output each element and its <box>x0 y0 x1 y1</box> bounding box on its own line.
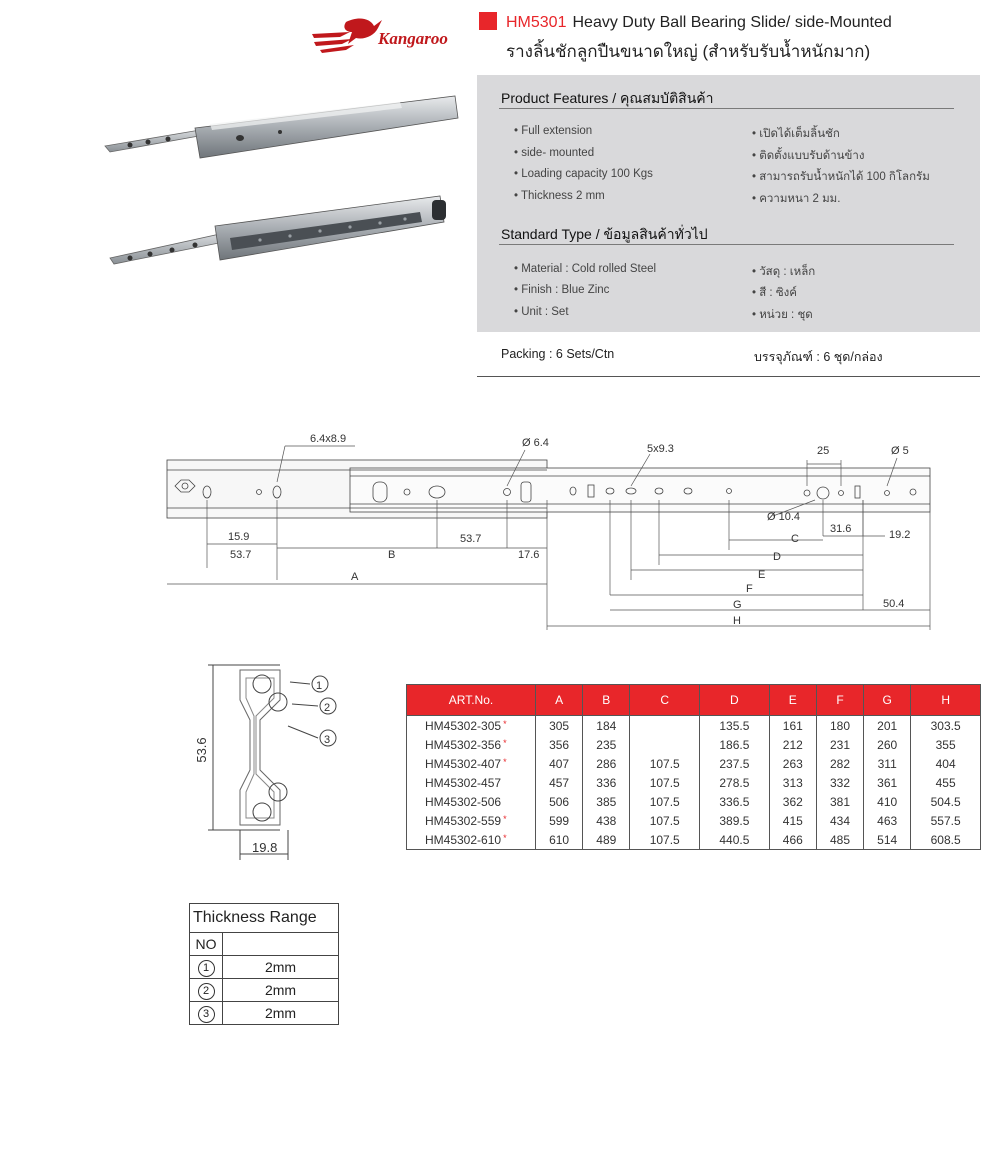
dim-label: C <box>791 533 799 545</box>
table-cell: 336.5 <box>700 792 770 811</box>
slide-profile-drawing <box>180 660 360 870</box>
table-cell: 407 <box>536 754 583 773</box>
table-cell: 305 <box>536 716 583 736</box>
title-marker <box>479 12 497 30</box>
table-cell: 186.5 <box>700 735 770 754</box>
art-no: HM45302-559 <box>425 813 502 828</box>
product-features-heading: Product Features / คุณสมบัติสินค้า <box>501 90 714 106</box>
table-cell: 278.5 <box>700 773 770 792</box>
table-cell: 201 <box>864 716 911 736</box>
table-cell: 237.5 <box>700 754 770 773</box>
divider <box>499 108 954 109</box>
dim-label: A <box>351 571 359 583</box>
thickness-value: 2mm <box>223 1002 339 1025</box>
feature-item-thai: • สามารถรับน้ำหนักได้ 100 กิโลกรัม <box>752 171 930 183</box>
column-header: E <box>769 685 816 716</box>
art-no-cell <box>407 735 536 754</box>
table-cell: 489 <box>583 830 630 850</box>
column-header: C <box>630 685 700 716</box>
column-header: F <box>816 685 863 716</box>
table-cell: 332 <box>816 773 863 792</box>
table-row <box>407 792 981 811</box>
row-number: 3 <box>198 1006 215 1023</box>
product-title <box>506 14 892 32</box>
star-marker: * <box>503 737 507 748</box>
table-cell: 381 <box>816 792 863 811</box>
table-cell: 356 <box>536 735 583 754</box>
table-cell: 463 <box>864 811 911 830</box>
dim-label: E <box>758 569 766 581</box>
dim-label: Ø 10.4 <box>767 511 801 523</box>
standard-item-thai: • หน่วย : ชุด <box>752 309 813 321</box>
table-cell: 610 <box>536 830 583 850</box>
product-name: Heavy Duty Ball Bearing Slide/ side-Mounted <box>572 14 892 31</box>
dim-label: 53.7 <box>230 549 252 561</box>
art-no-cell <box>407 811 536 830</box>
packing-info: Packing : 6 Sets/Ctn <box>501 347 615 361</box>
table-row <box>407 716 981 736</box>
thickness-range-table <box>189 903 339 1025</box>
feature-item-thai: • ความหนา 2 มม. <box>752 193 841 205</box>
table-cell: 404 <box>911 754 981 773</box>
row-number: 1 <box>198 960 215 977</box>
table-cell: 286 <box>583 754 630 773</box>
standard-item: • Unit : Set <box>514 306 569 318</box>
table-cell <box>630 716 700 736</box>
table-cell: 410 <box>864 792 911 811</box>
profile-width-label: 19.8 <box>252 840 278 855</box>
callout-number: 1 <box>316 680 323 692</box>
slide-dimension-drawing <box>155 430 935 635</box>
table-cell: 455 <box>911 773 981 792</box>
table-row <box>407 735 981 754</box>
art-no-cell <box>407 773 536 792</box>
dim-label: 5x9.3 <box>647 443 674 455</box>
table-header-row <box>407 685 981 716</box>
column-header: G <box>864 685 911 716</box>
art-no: HM45302-610 <box>425 832 502 847</box>
feature-item-thai: • เปิดได้เต็มลิ้นชัก <box>752 128 840 140</box>
table-cell: 235 <box>583 735 630 754</box>
dim-label: Ø 6.4 <box>522 437 549 449</box>
art-no: HM45302-407 <box>425 756 502 771</box>
star-marker: * <box>503 718 507 729</box>
table-cell: 313 <box>769 773 816 792</box>
table-cell: 415 <box>769 811 816 830</box>
table-cell: 212 <box>769 735 816 754</box>
feature-item: • Thickness 2 mm <box>514 190 605 202</box>
table-cell: 135.5 <box>700 716 770 736</box>
no-header: NO <box>190 933 223 956</box>
dim-label: 17.6 <box>518 549 540 561</box>
dim-label: Ø 5 <box>891 445 909 457</box>
dim-label: 53.7 <box>460 533 482 545</box>
kangaroo-logo <box>312 14 462 56</box>
table-cell: 263 <box>769 754 816 773</box>
row-number-cell <box>190 979 223 1002</box>
star-marker: * <box>503 756 507 767</box>
table-cell: 107.5 <box>630 830 700 850</box>
table-cell: 608.5 <box>911 830 981 850</box>
table-cell: 389.5 <box>700 811 770 830</box>
dim-label: B <box>388 549 396 561</box>
packing-info-thai: บรรจุภัณฑ์ : 6 ชุด/กล่อง <box>754 350 883 364</box>
dim-label: D <box>773 551 781 563</box>
feature-item: • side- mounted <box>514 147 595 159</box>
dim-label: 19.2 <box>889 529 911 541</box>
feature-item: • Full extension <box>514 125 593 137</box>
table-row <box>190 956 339 979</box>
table-cell: 557.5 <box>911 811 981 830</box>
art-no-cell <box>407 754 536 773</box>
table-cell: 107.5 <box>630 773 700 792</box>
table-cell: 303.5 <box>911 716 981 736</box>
table-cell: 485 <box>816 830 863 850</box>
column-header: A <box>536 685 583 716</box>
row-number-cell <box>190 956 223 979</box>
table-cell: 161 <box>769 716 816 736</box>
table-cell: 506 <box>536 792 583 811</box>
table-cell: 336 <box>583 773 630 792</box>
table-row <box>407 754 981 773</box>
product-code: HM5301 <box>506 14 567 31</box>
callout-number: 2 <box>324 702 331 714</box>
art-no: HM45302-356 <box>425 737 502 752</box>
table-cell: 107.5 <box>630 754 700 773</box>
table-cell: 385 <box>583 792 630 811</box>
table-cell: 107.5 <box>630 792 700 811</box>
table-row <box>190 979 339 1002</box>
dim-label: 50.4 <box>883 598 905 610</box>
star-marker: * <box>503 832 507 843</box>
table-cell: 504.5 <box>911 792 981 811</box>
table-cell: 599 <box>536 811 583 830</box>
standard-type-heading: Standard Type / ข้อมูลสินค้าทั่วไป <box>501 226 708 242</box>
table-cell: 466 <box>769 830 816 850</box>
art-no: HM45302-305 <box>425 718 502 733</box>
feature-item-thai: • ติดตั้งแบบรับด้านข้าง <box>752 150 865 162</box>
table-cell: 355 <box>911 735 981 754</box>
table-cell: 438 <box>583 811 630 830</box>
dim-label: 25 <box>817 445 830 457</box>
table-row <box>407 830 981 850</box>
thickness-title: Thickness Range <box>190 904 339 933</box>
callout-number: 3 <box>324 734 331 746</box>
table-cell: 180 <box>816 716 863 736</box>
table-cell: 311 <box>864 754 911 773</box>
table-cell: 361 <box>864 773 911 792</box>
table-cell: 440.5 <box>700 830 770 850</box>
dim-label: G <box>733 599 742 611</box>
column-header: ART.No. <box>407 685 536 716</box>
art-no-cell <box>407 792 536 811</box>
table-cell: 107.5 <box>630 811 700 830</box>
dim-label: F <box>746 583 753 595</box>
product-photo <box>100 88 470 278</box>
row-number: 2 <box>198 983 215 1000</box>
dim-label: 6.4x8.9 <box>310 433 347 445</box>
product-subtitle-thai: รางลิ้นชักลูกปืนขนาดใหญ่ (สำหรับรับน้ำหนักมาก) <box>506 42 871 61</box>
dim-label: 15.9 <box>228 531 250 543</box>
table-cell: 457 <box>536 773 583 792</box>
art-no: HM45302-457 <box>425 775 502 790</box>
table-cell: 514 <box>864 830 911 850</box>
blank-cell <box>223 933 339 956</box>
table-row <box>407 773 981 792</box>
thickness-value: 2mm <box>223 956 339 979</box>
divider <box>477 376 980 377</box>
profile-height-label: 53.6 <box>194 737 209 763</box>
table-cell: 282 <box>816 754 863 773</box>
table-cell <box>630 735 700 754</box>
svg-text:Kangaroo: Kangaroo <box>378 29 448 48</box>
table-row <box>190 1002 339 1025</box>
art-no: HM45302-506 <box>425 794 502 809</box>
standard-item: • Finish : Blue Zinc <box>514 284 610 296</box>
column-header: B <box>583 685 630 716</box>
divider <box>499 244 954 245</box>
table-cell: 184 <box>583 716 630 736</box>
table-row <box>407 811 981 830</box>
table-cell: 231 <box>816 735 863 754</box>
row-number-cell <box>190 1002 223 1025</box>
art-no-cell <box>407 830 536 850</box>
standard-item-thai: • วัสดุ : เหล็ก <box>752 266 816 278</box>
standard-item: • Material : Cold rolled Steel <box>514 263 657 275</box>
features-panel <box>477 75 980 332</box>
feature-item: • Loading capacity 100 Kgs <box>514 168 653 180</box>
table-cell: 260 <box>864 735 911 754</box>
dim-label: H <box>733 615 741 627</box>
thickness-value: 2mm <box>223 979 339 1002</box>
art-no-cell <box>407 716 536 736</box>
standard-item-thai: • สี : ซิงค์ <box>752 287 797 299</box>
column-header: D <box>700 685 770 716</box>
table-cell: 362 <box>769 792 816 811</box>
column-header: H <box>911 685 981 716</box>
dim-label: 31.6 <box>830 523 852 535</box>
table-cell: 434 <box>816 811 863 830</box>
star-marker: * <box>503 813 507 824</box>
spec-table <box>406 684 981 850</box>
